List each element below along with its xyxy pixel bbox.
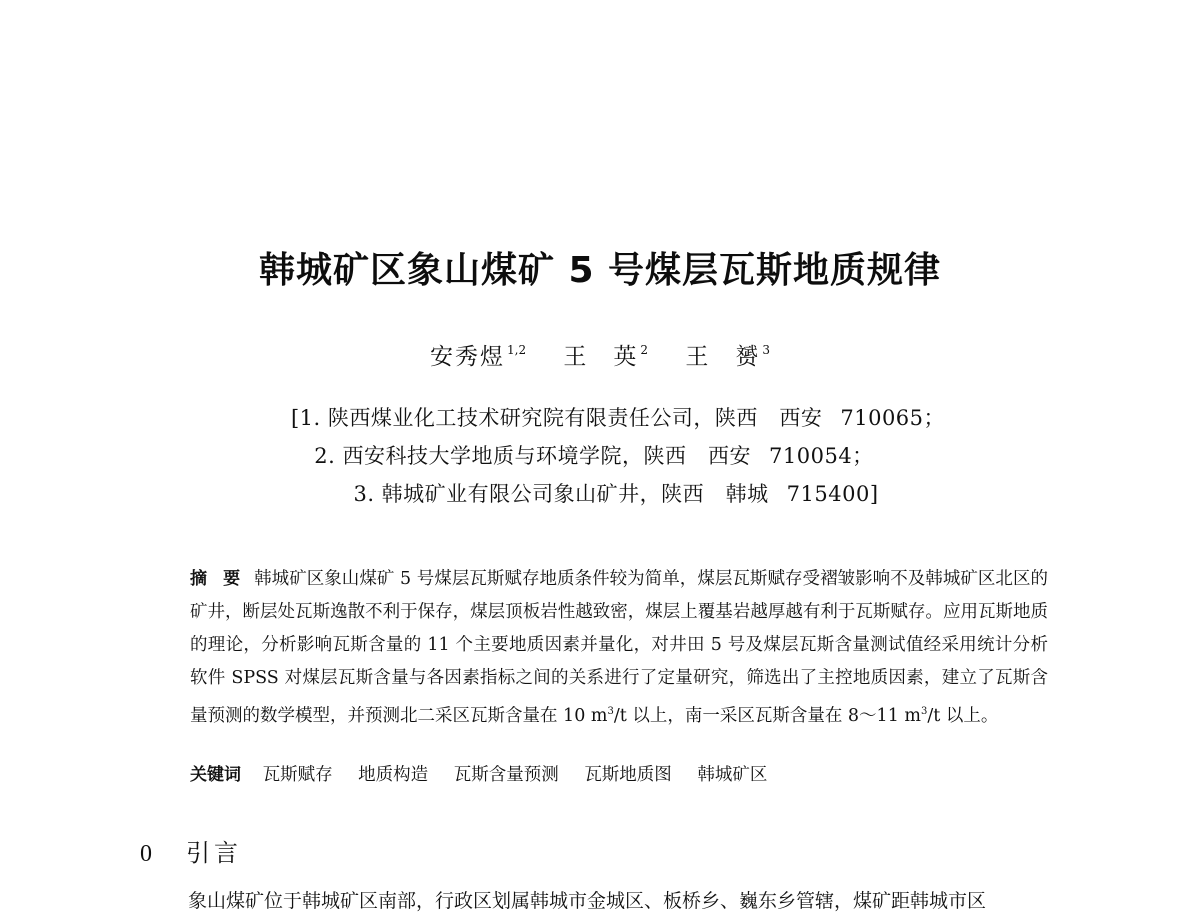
abstract-superscript: 3 [607,706,614,717]
abstract-text: 韩城矿区象山煤矿 5 号煤层瓦斯赋存地质条件较为简单，煤层瓦斯赋存受褶皱影响不及韩城矿区北区的矿井，断层处瓦斯逸散不利于保存，煤层顶板岩性越致密，煤层上覆基岩越厚越有利于瓦斯赋存。应用瓦斯地质的理论，分析影响瓦斯含量的 11 个主要地质因素并量化，对井田 5 号及煤层瓦斯含量测试值经采用统计分析软件 SPSS 对煤层瓦斯含量与各因素指标之间的关系进行了定量研究，筛选出了主控地质因素，建立了瓦斯含量预测的数学模型，并预测北二采区瓦斯含量在 10 m [190,569,1049,726]
keyword: 地质构造 [358,765,429,785]
keyword: 韩城矿区 [697,765,768,785]
section-number: 0 [140,841,152,867]
author-affil-index: 1,2 [507,343,527,357]
author-2 [563,338,648,371]
abstract-text: /t 以上，南一采区瓦斯含量在 8～11 m [613,705,921,726]
affiliation-text: 2. 西安科技大学地质与环境学院，陕西 西安 [314,444,752,468]
abstract-superscript: 3 [921,706,928,717]
abstract-label: 摘 要 [190,569,241,589]
affiliation-2 [0,440,1194,470]
keywords-label: 关键词 [190,765,241,785]
author-name: 安秀煜 [430,344,505,370]
author-affil-index: 2 [640,343,649,357]
affiliation-3 [16,478,1200,508]
section-title: 引言 [186,839,242,867]
abstract [190,563,1048,733]
section-heading [140,833,242,868]
author-name: 王 赟 [685,344,761,370]
keyword: 瓦斯含量预测 [453,765,559,785]
author-name: 王 英 [563,344,639,370]
intro-paragraph: 象山煤矿位于韩城矿区南部，行政区划属韩城市金城区、板桥乡、巍东乡管辖，煤矿距韩城市区 [188,890,987,912]
affiliation-text: 3. 韩城矿业有限公司象山矿井，陕西 韩城 [353,482,769,506]
author-1 [430,338,526,371]
keyword: 瓦斯赋存 [262,765,333,785]
author-3 [685,338,770,371]
paper-title: 韩城矿区象山煤矿 5 号煤层瓦斯地质规律 [258,250,942,291]
affiliation-zip: 710054； [769,444,874,468]
keywords [190,760,787,786]
author-affil-index: 3 [762,343,770,357]
affiliation-zip: 715400] [786,482,879,506]
affiliation-1 [18,402,1200,432]
abstract-text: /t 以上。 [927,705,999,726]
author-list [0,338,1200,371]
affiliation-zip: 710065； [840,406,946,430]
affiliation-text: [1. 陕西煤业化工技术研究院有限责任公司，陕西 西安 [290,406,823,430]
keyword: 瓦斯地质图 [584,765,672,785]
